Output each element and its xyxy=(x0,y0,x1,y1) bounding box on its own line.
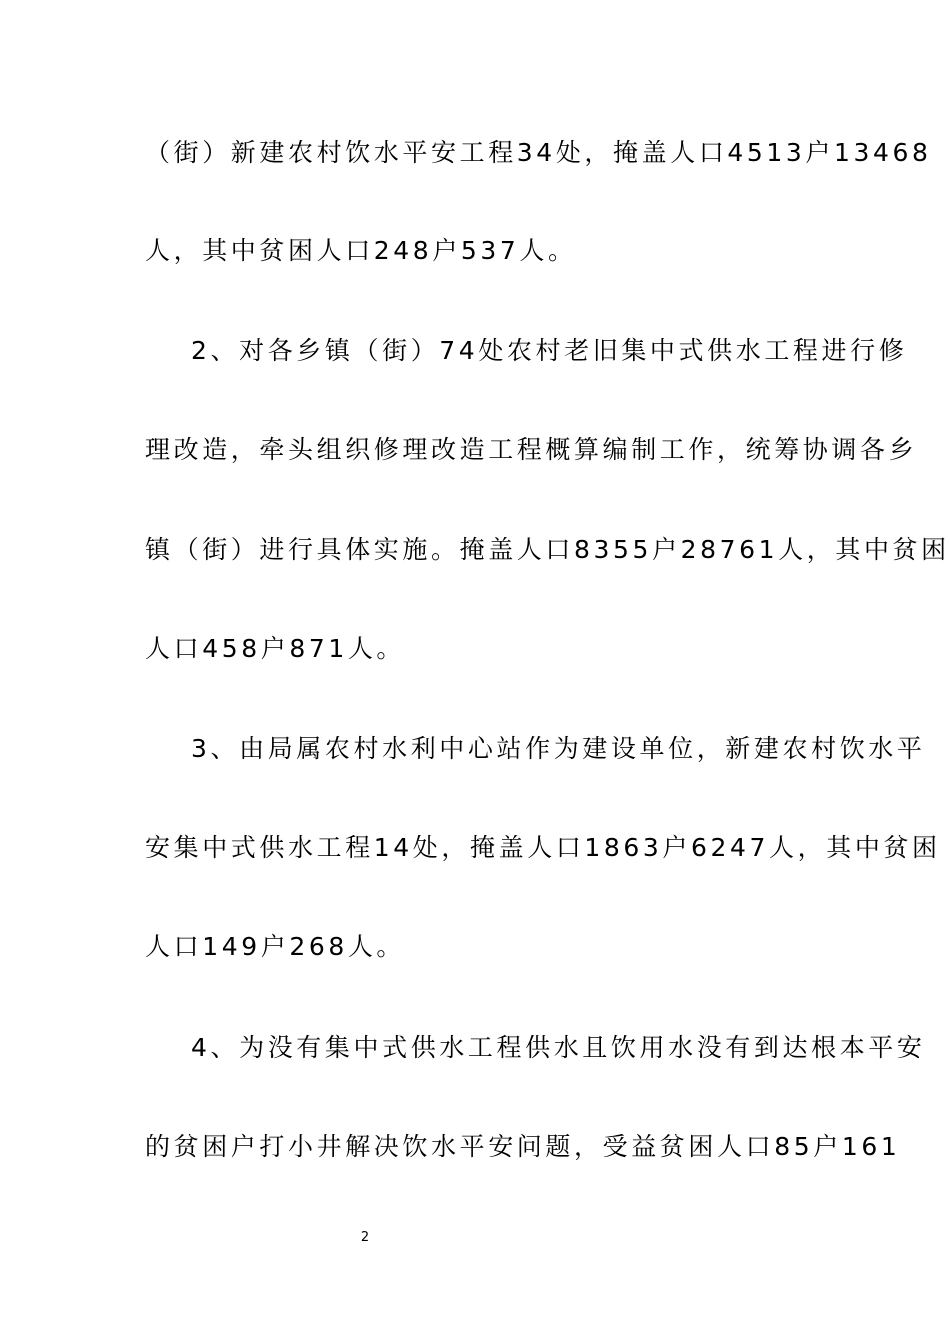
paragraph-2-line-1: 2、对各乡镇（街）74处农村老旧集中式供水工程进行修 xyxy=(191,336,908,365)
paragraph-1-line-1: （街）新建农村饮水平安工程34处，掩盖人口4513户13468 xyxy=(145,138,932,167)
paragraph-3-line-1: 3、由局属农村水利中心站作为建设单位，新建农村饮水平 xyxy=(191,734,926,763)
paragraph-2-line-3: 镇（街）进行具体实施。掩盖人口8355户28761人，其中贫困 xyxy=(145,535,950,564)
paragraph-2-line-2: 理改造，牵头组织修理改造工程概算编制工作，统筹协调各乡 xyxy=(145,435,918,464)
page-number: 2 xyxy=(360,1230,370,1245)
paragraph-4-line-1: 4、为没有集中式供水工程供水且饮用水没有到达根本平安 xyxy=(191,1033,926,1062)
paragraph-3-line-3: 人口149户268人。 xyxy=(145,932,406,961)
paragraph-3-line-2: 安集中式供水工程14处，掩盖人口1863户6247人，其中贫困 xyxy=(145,833,941,862)
paragraph-2-line-4: 人口458户871人。 xyxy=(145,634,406,663)
paragraph-4-line-2: 的贫困户打小井解决饮水平安问题，受益贫困人口85户161 xyxy=(145,1132,901,1161)
paragraph-1-line-2: 人，其中贫困人口248户537人。 xyxy=(145,236,577,265)
